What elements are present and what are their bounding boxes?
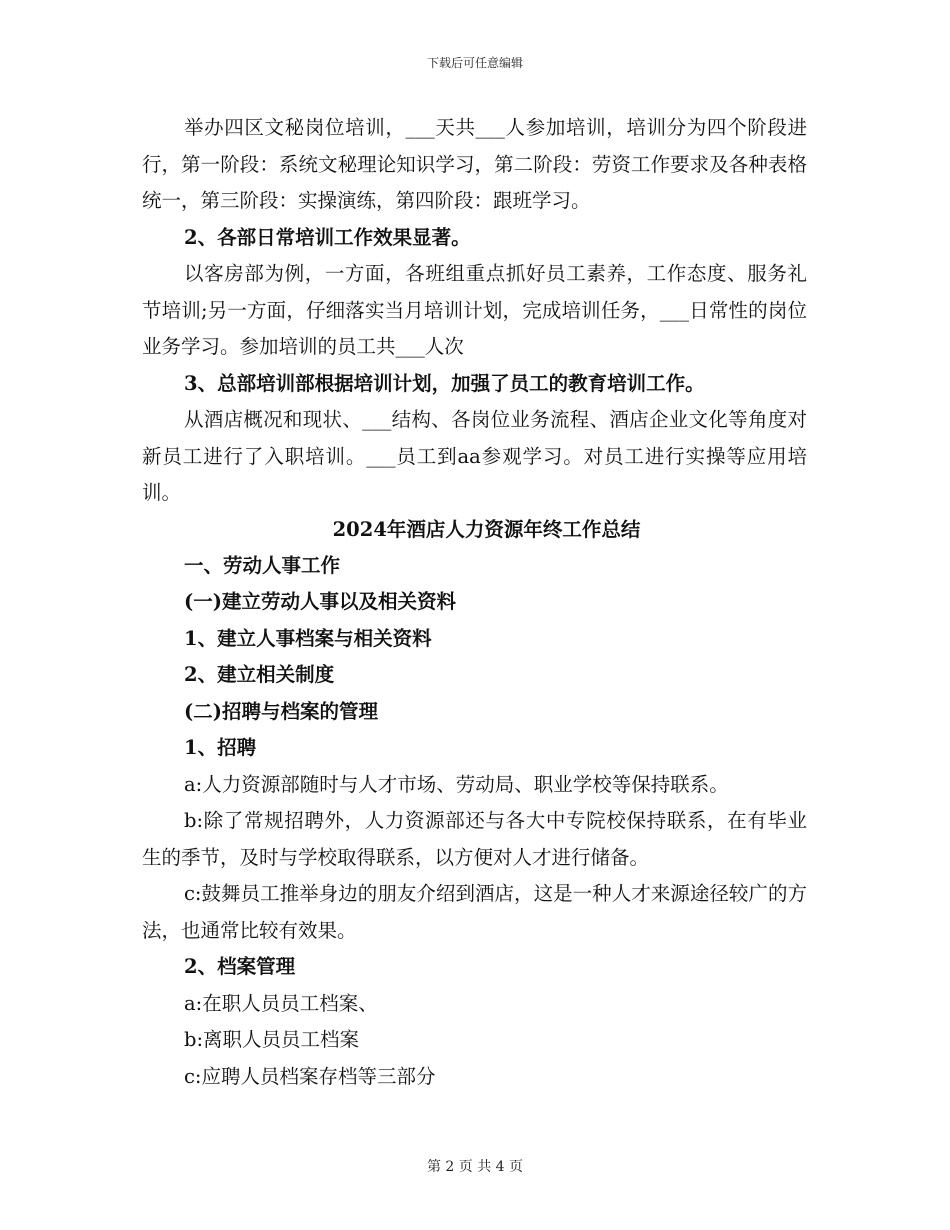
item-heading-recruiting: 1、招聘 [184, 736, 257, 759]
document-title: 2024年酒店人力资源年终工作总结 [332, 517, 641, 541]
paragraph-recruiting-a: a:人力资源部随时与人才市场、劳动局、职业学校等保持联系。 [184, 772, 729, 796]
item-heading-archive-management: 2、档案管理 [184, 955, 296, 978]
heading-hq-training: 3、总部培训部根据培训计划，加强了员工的教育培训工作。 [184, 371, 705, 395]
paragraph-recruiting-b: b:除了常规招聘外，人力资源部还与各大中专院校保持联系，在有毕业生的季节，及时与学校取得联系，以方便对人才进行储备。 [142, 809, 807, 869]
paragraph-archive-b: b:离职人员员工档案 [184, 1028, 360, 1051]
item-heading-systems: 2、建立相关制度 [184, 663, 335, 686]
paragraph-housekeeping-example: 以客房部为例，一方面，各班组重点抓好员工素养，工作态度、服务礼节培训;另一方面，仔细落实当月培训计划，完成培训任务，___日常性的岗位业务学习。参加培训的员工共___人次 [142, 262, 807, 358]
paragraph-archive-c: c:应聘人员档案存档等三部分 [184, 1064, 436, 1088]
subsection-heading-records: (一)建立劳动人事以及相关资料 [184, 590, 456, 613]
document-body [142, 110, 807, 1095]
section-heading-labor-personnel: 一、劳动人事工作 [184, 553, 341, 577]
page-number: 第 2 页 共 4 页 [426, 1159, 524, 1175]
paragraph-archive-a: a:在职人员员工档案、 [184, 991, 378, 1015]
paragraph-onboarding-training: 从酒店概况和现状、___结构、各岗位业务流程、酒店企业文化等角度对新员工进行了入职培训。___员工到aa参观学习。对员工进行实操等应用培训。 [142, 408, 807, 504]
page-header-note: 下载后可任意编辑 [426, 56, 523, 70]
heading-daily-training: 2、各部日常培训工作效果显著。 [184, 225, 471, 249]
item-heading-personnel-files: 1、建立人事档案与相关资料 [184, 626, 432, 650]
subsection-heading-recruiting-archives: (二)招聘与档案的管理 [184, 699, 378, 723]
paragraph-recruiting-c: c:鼓舞员工推举身边的朋友介绍到酒店，这是一种人才来源途径较广的方法，也通常比较有效果。 [142, 882, 807, 942]
paragraph-training-stages: 举办四区文秘岗位培训，___天共___人参加培训，培训分为四个阶段进行，第一阶段：系统文秘理论知识学习，第二阶段：劳资工作要求及各种表格统一，第三阶段：实操演练，第四阶段：跟班学习。 [142, 116, 807, 212]
